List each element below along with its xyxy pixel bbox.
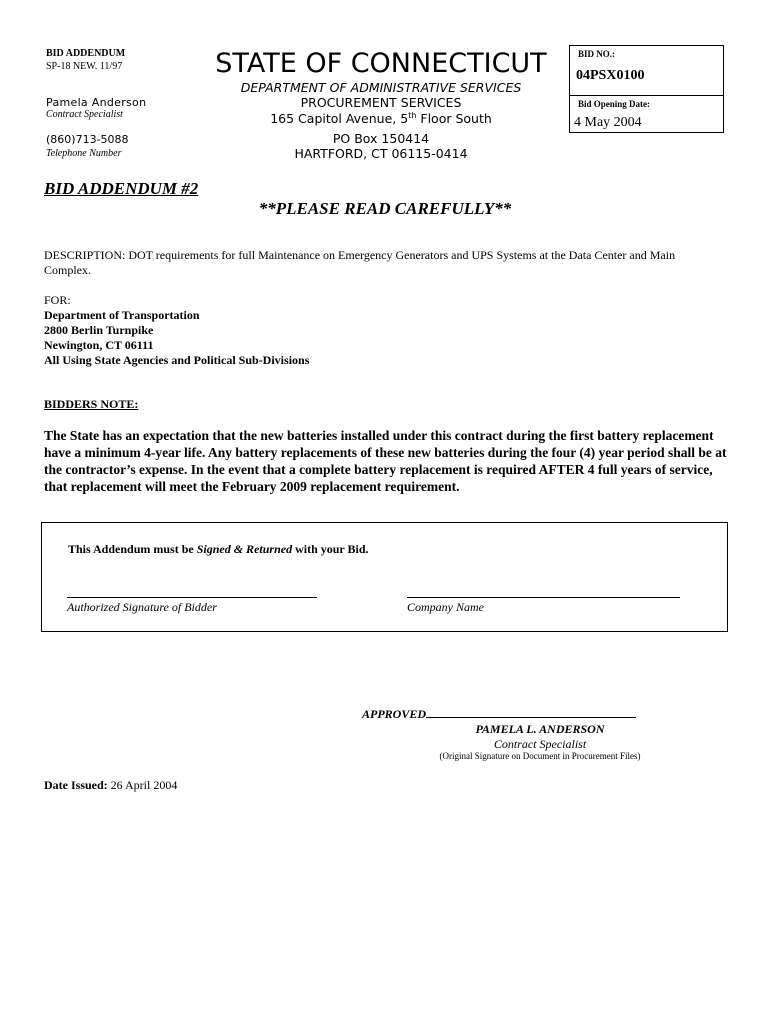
- company-name-label: Company Name: [407, 600, 484, 614]
- approver-title: Contract Specialist: [493, 737, 587, 751]
- date-issued: [44, 778, 177, 793]
- for-line-street: 2800 Berlin Turnpike: [44, 323, 154, 337]
- approved-label: APPROVED: [362, 707, 427, 721]
- division-name: PROCUREMENT SERVICES: [300, 95, 462, 110]
- approver-name: PAMELA L. ANDERSON: [475, 722, 605, 736]
- addendum-heading: BID ADDENDUM #2: [44, 179, 199, 198]
- company-name-line[interactable]: [407, 597, 680, 598]
- contact-name: Pamela Anderson: [46, 96, 147, 109]
- city-line: HARTFORD, CT 06115-0414: [294, 146, 468, 161]
- approved-row: [362, 706, 636, 722]
- bid-no-value: 04PSX0100: [576, 68, 645, 83]
- state-title: STATE OF CONNECTICUT: [215, 48, 547, 79]
- approved-signature-line: [426, 706, 636, 718]
- bid-opening-date-value: 4 May 2004: [574, 115, 642, 130]
- date-issued-label: Date Issued:: [44, 778, 108, 792]
- for-line-city: Newington, CT 06111: [44, 338, 154, 352]
- bid-box-divider: [570, 95, 723, 96]
- sign-instruction-emphasis: Signed & Returned: [196, 542, 293, 556]
- form-code: SP-18 NEW. 11/97: [46, 61, 123, 72]
- bid-opening-date-label: Bid Opening Date:: [578, 99, 651, 109]
- sign-instruction-suffix: with your Bid.: [292, 542, 369, 556]
- read-carefully-notice: **PLEASE READ CAREFULLY**: [258, 199, 512, 218]
- sign-instruction: [68, 542, 369, 557]
- po-box: PO Box 150414: [332, 131, 430, 146]
- date-issued-value: 26 April 2004: [107, 778, 178, 792]
- signature-box: [41, 522, 728, 632]
- contact-title: Contract Specialist: [46, 109, 123, 120]
- bid-info-box: [569, 45, 724, 133]
- address-superscript: th: [408, 111, 417, 120]
- address-suffix: Floor South: [416, 111, 492, 127]
- for-label: FOR:: [44, 293, 71, 307]
- for-line-agencies: All Using State Agencies and Political Sub-Divisions: [44, 353, 310, 367]
- for-line-department: Department of Transportation: [44, 308, 200, 322]
- bidders-note-text: The State has an expectation that the new batteries installed under this contract during the first battery replacement have a minimum 4-year life. Any battery replacements of these new batteries during the four (4) year period shall be at the contractor’s expense. In the event that a complete battery replacement is required AFTER 4 full years of service, that replacement will meet the February 2009 replacement requirement.: [44, 428, 727, 494]
- department-name: DEPARTMENT OF ADMINISTRATIVE SERVICES: [240, 80, 522, 95]
- approver-note: (Original Signature on Document in Procurement Files): [439, 751, 641, 761]
- bid-no-label: BID NO.:: [578, 49, 616, 59]
- phone-label: Telephone Number: [46, 148, 122, 159]
- form-title: BID ADDENDUM: [46, 48, 126, 59]
- bidders-note-label: BIDDERS NOTE:: [44, 397, 139, 411]
- sign-instruction-prefix: This Addendum must be: [68, 542, 197, 556]
- bidder-signature-label: Authorized Signature of Bidder: [67, 600, 217, 614]
- address-line: [196, 111, 566, 126]
- address-prefix: 165 Capitol Avenue, 5: [270, 111, 409, 127]
- bidder-signature-line[interactable]: [67, 597, 317, 598]
- contact-phone: (860)713-5088: [46, 133, 129, 146]
- description-text: DESCRIPTION: DOT requirements for full Maintenance on Emergency Generators and UPS Systems at the Data Center and Main Complex.: [44, 248, 676, 277]
